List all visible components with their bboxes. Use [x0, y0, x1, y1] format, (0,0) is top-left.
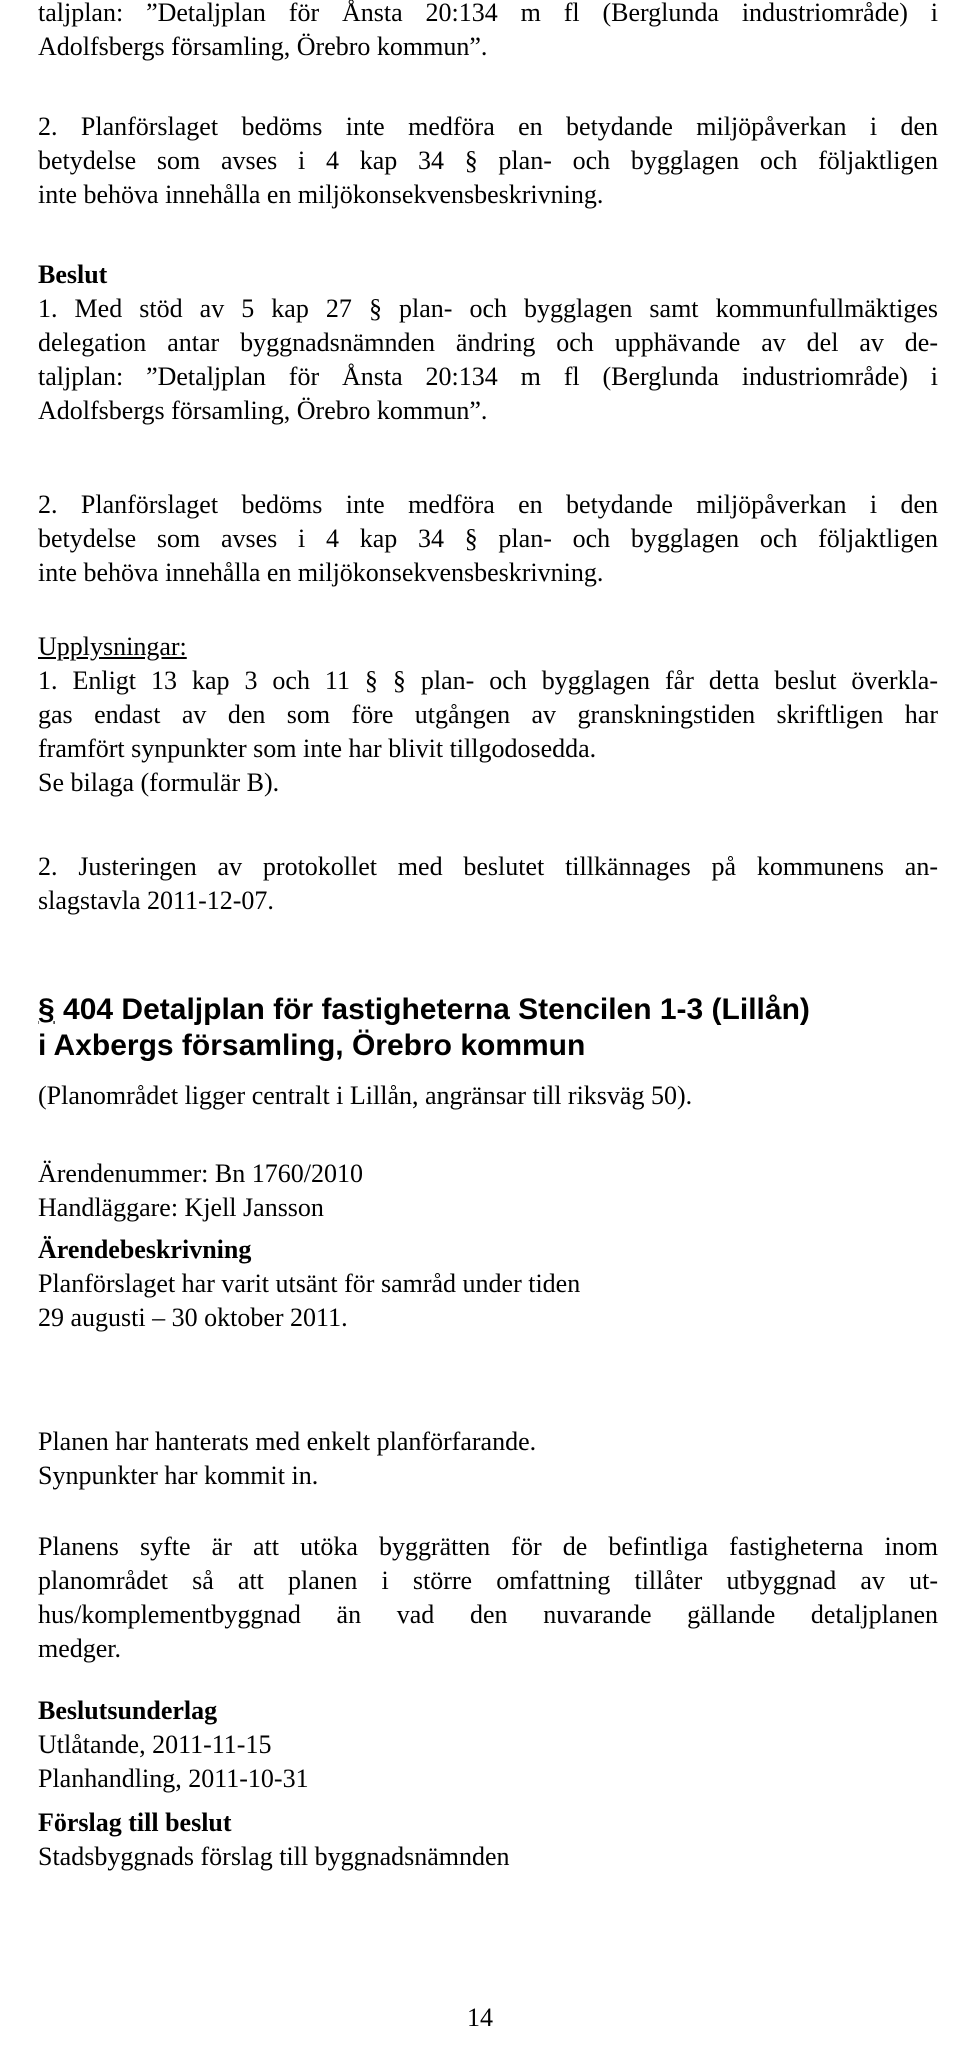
beslutsunderlag-line-2: Planhandling, 2011-10-31 — [38, 1764, 309, 1793]
arendebeskrivning-heading: Ärendebeskrivning — [38, 1235, 252, 1264]
p2-first-line-3: inte behöva innehålla en miljökonsekvensbeskrivning. — [38, 180, 604, 209]
beslut-p2-line-2-pre: betydelse som avses i 4 kap 34 — [38, 524, 465, 553]
arendebeskrivning-p2 — [38, 1425, 938, 1493]
beslut-p2-line-3: inte behöva innehålla en miljökonsekvensbeskrivning. — [38, 558, 604, 587]
section-symbol: § — [464, 146, 478, 175]
beslut-p1-line-1 — [38, 292, 938, 326]
paragraph-item-2-first — [38, 110, 938, 212]
case-number: Ärendenummer: Bn 1760/2010 — [38, 1159, 363, 1188]
beslut-p2-line-2-post: plan- och bygglagen och följaktligen — [477, 524, 938, 553]
intro-line-2: Adolfsbergs församling, Örebro kommun”. — [38, 32, 488, 61]
arendebeskrivning-p3-line-2: planområdet så att planen i större omfattning tillåter utbyggnad av ut- — [38, 1566, 938, 1595]
beslut-p1-line-4: Adolfsbergs församling, Örebro kommun”. — [38, 396, 488, 425]
arendebeskrivning-p2-line-1: Planen har hanterats med enkelt planförfarande. — [38, 1427, 537, 1456]
beslut-heading: Beslut — [38, 260, 108, 289]
upplysningar-item-2 — [38, 850, 938, 918]
double-section-symbol: § § — [364, 666, 406, 695]
upplysningar-p1-line-2: gas endast av den som före utgången av granskningstiden skriftligen har — [38, 700, 938, 729]
p2-first-line-1: 2. Planförslaget bedöms inte medföra en betydande miljöpåverkan i den — [38, 112, 938, 141]
case-handler: Handläggare: Kjell Jansson — [38, 1193, 324, 1222]
section-subtitle: (Planområdet ligger centralt i Lillån, angränsar till riksväg 50). — [38, 1081, 693, 1110]
p2-first-line-2 — [38, 144, 938, 178]
beslut-p2-line-1: 2. Planförslaget bedöms inte medföra en betydande miljöpåverkan i den — [38, 490, 938, 519]
upplysningar-p1-line-1-post: plan- och bygglagen får detta beslut överkla- — [405, 666, 939, 695]
arendebeskrivning-p3 — [38, 1530, 938, 1666]
beslut-p2-line-2 — [38, 522, 938, 556]
intro-paragraph — [38, 0, 938, 64]
forslag-heading: Förslag till beslut — [38, 1808, 232, 1837]
page-number: 14 — [467, 2003, 493, 2032]
upplysningar-p1-line-1-pre: 1. Enligt 13 kap 3 och 11 — [38, 666, 365, 695]
beslut-p1-line-1-pre: 1. Med stöd av 5 kap 27 — [38, 294, 369, 323]
beslut-p1-line-1-post: plan- och bygglagen samt kommunfullmäktiges — [381, 294, 938, 323]
beslut-section — [38, 258, 938, 428]
case-info — [38, 1157, 938, 1225]
section-subtitle-block — [38, 1079, 938, 1113]
beslutsunderlag-heading: Beslutsunderlag — [38, 1696, 218, 1725]
section-symbol: § — [38, 993, 55, 1026]
intro-line-1: taljplan: ”Detaljplan för Ånsta 20:134 m fl (Berglunda industriområde) i — [38, 0, 938, 27]
arendebeskrivning-p3-line-4: medger. — [38, 1634, 122, 1663]
upplysningar-p2-line-1: 2. Justeringen av protokollet med beslutet tillkännages på kommunens an- — [38, 852, 938, 881]
beslutsunderlag-section — [38, 1694, 938, 1796]
section-404-heading — [38, 992, 938, 1064]
section-symbol: § — [368, 294, 382, 323]
section-symbol: § — [464, 524, 478, 553]
arendebeskrivning-p3-line-3: hus/komplementbyggnad än vad den nuvarande gällande detaljplanen — [38, 1600, 938, 1629]
arendebeskrivning-section — [38, 1233, 938, 1335]
section-title-line-1 — [38, 992, 938, 1028]
arendebeskrivning-p3-line-1: Planens syfte är att utöka byggrätten för de befintliga fastigheterna inom — [38, 1532, 938, 1561]
upplysningar-heading: Upplysningar: — [38, 632, 187, 661]
section-title-text-1: 404 Detaljplan för fastigheterna Stencilen 1-3 (Lillån) — [63, 993, 810, 1026]
beslutsunderlag-line-1: Utlåtande, 2011-11-15 — [38, 1730, 272, 1759]
p2-first-line-2-pre: betydelse som avses i 4 kap 34 — [38, 146, 465, 175]
upplysningar-section — [38, 630, 938, 800]
beslut-p1-line-2: delegation antar byggnadsnämnden ändring och upphävande av del av de- — [38, 328, 938, 357]
upplysningar-p1-line-3: framfört synpunkter som inte har blivit tillgodosedda. — [38, 734, 597, 763]
forslag-section — [38, 1806, 938, 1874]
beslut-p1-line-3: taljplan: ”Detaljplan för Ånsta 20:134 m fl (Berglunda industriområde) i — [38, 362, 938, 391]
beslut-item-2 — [38, 488, 938, 590]
p2-first-line-2-post: plan- och bygglagen och följaktligen — [477, 146, 938, 175]
upplysningar-p1-line-1 — [38, 664, 938, 698]
upplysningar-p1-line-4: Se bilaga (formulär B). — [38, 768, 280, 797]
forslag-line-1: Stadsbyggnads förslag till byggnadsnämnden — [38, 1842, 510, 1871]
arendebeskrivning-p1-line-2: 29 augusti – 30 oktober 2011. — [38, 1303, 348, 1332]
upplysningar-p2-line-2: slagstavla 2011-12-07. — [38, 886, 274, 915]
arendebeskrivning-p1-line-1: Planförslaget har varit utsänt för samråd under tiden — [38, 1269, 581, 1298]
section-title-line-2: i Axbergs församling, Örebro kommun — [38, 1029, 586, 1062]
arendebeskrivning-p2-line-2: Synpunkter har kommit in. — [38, 1461, 319, 1490]
